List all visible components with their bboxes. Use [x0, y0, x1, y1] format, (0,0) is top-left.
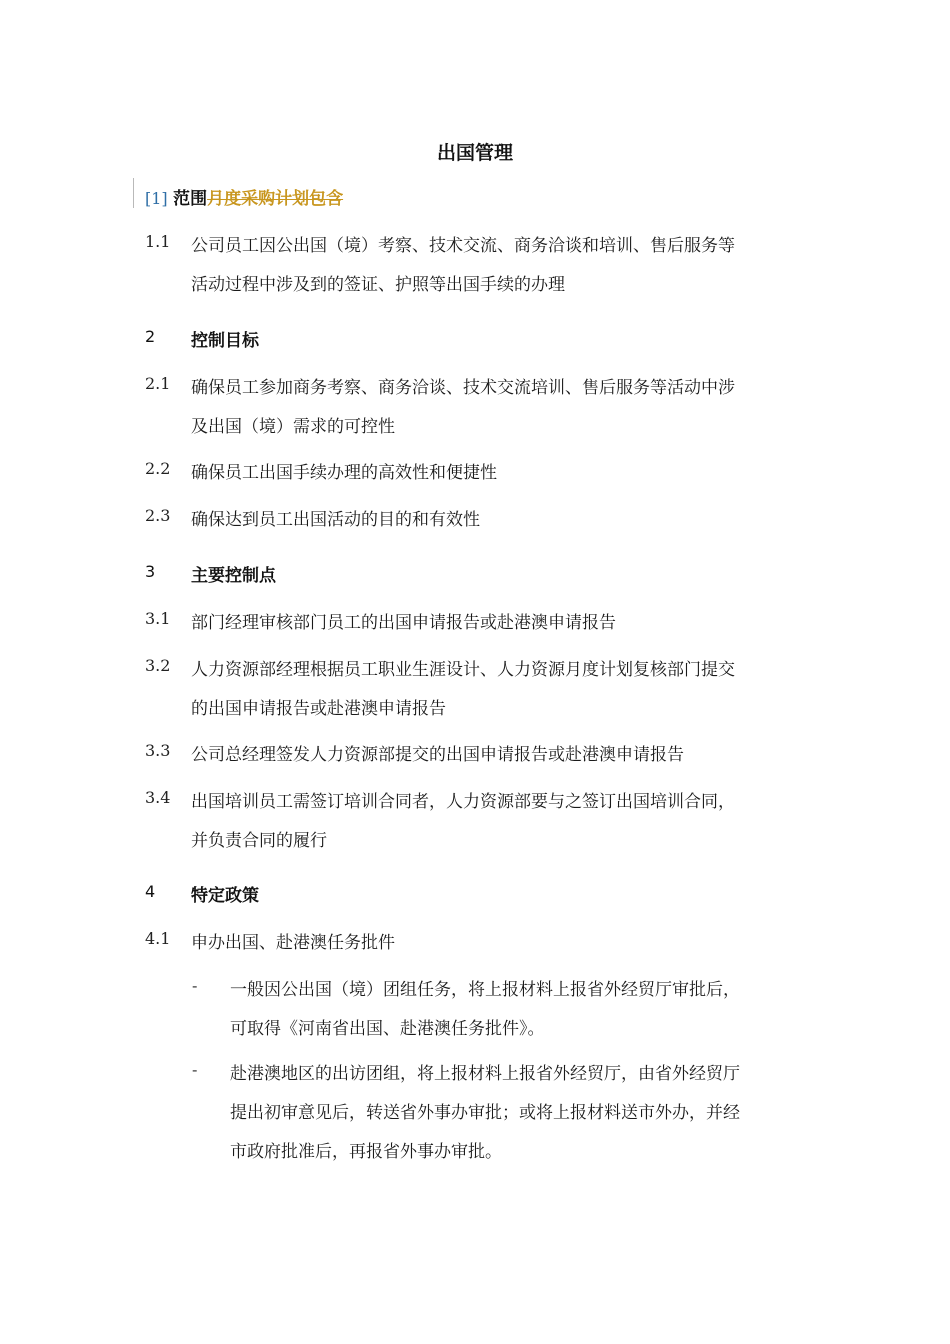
item-text-line: 确保员工参加商务考察、商务洽谈、技术交流培训、售后服务等活动中涉	[191, 378, 735, 398]
section-4-heading: 特定政策	[191, 886, 259, 906]
section-1-heading	[145, 184, 343, 209]
section-3-heading: 主要控制点	[191, 566, 276, 586]
item-number: 2.2	[145, 459, 171, 478]
bullet-text-line: 市政府批准后，再报省外事办审批。	[230, 1142, 502, 1162]
item-number: 3.3	[145, 741, 171, 760]
item-text-line: 部门经理审核部门员工的出国申请报告或赴港澳申请报告	[191, 613, 616, 633]
bullet-text-line: 赴港澳地区的出访团组，将上报材料上报省外经贸厅，由省外经贸厅	[230, 1064, 740, 1084]
bullet-dash: -	[192, 1060, 198, 1079]
bullet-text-line: 一般因公出国（境）团组任务，将上报材料上报省外经贸厅审批后，	[230, 980, 740, 1000]
item-text-line: 确保员工出国手续办理的高效性和便捷性	[191, 463, 497, 483]
section-1-label: 范围	[173, 189, 208, 209]
item-number: 2.3	[145, 506, 171, 525]
item-text-line: 的出国申请报告或赴港澳申请报告	[191, 699, 446, 719]
bullet-text-line: 可取得《河南省出国、赴港澳任务批件》。	[230, 1019, 545, 1039]
section-1-number: [1]	[145, 189, 168, 208]
page-title: 出国管理	[436, 142, 513, 164]
item-text-line: 公司总经理签发人力资源部提交的出国申请报告或赴港澳申请报告	[191, 745, 684, 765]
item-text-line: 活动过程中涉及到的签证、护照等出国手续的办理	[191, 275, 565, 295]
revision-bar	[133, 178, 134, 208]
item-text-line: 公司员工因公出国（境）考察、技术交流、商务洽谈和培训、售后服务等	[191, 236, 735, 256]
item-text-line: 及出国（境）需求的可控性	[191, 417, 395, 437]
item-number: 1.1	[145, 232, 171, 251]
bullet-dash: -	[192, 976, 198, 995]
item-number: 3.4	[145, 788, 171, 807]
item-text-line: 申办出国、赴港澳任务批件	[191, 933, 395, 953]
bullet-text-line: 提出初审意见后，转送省外事办审批；或将上报材料送市外办，并经	[230, 1103, 740, 1123]
item-number: 3.1	[145, 609, 171, 628]
item-number: 2.1	[145, 374, 171, 393]
item-text-line: 人力资源部经理根据员工职业生涯设计、人力资源月度计划复核部门提交	[191, 660, 735, 680]
item-text-line: 并负责合同的履行	[191, 831, 327, 851]
section-3-number: 3	[145, 562, 156, 581]
item-number: 3.2	[145, 656, 171, 675]
item-text-line: 出国培训员工需签订培训合同者，人力资源部要与之签订出国培训合同，	[191, 792, 735, 812]
item-text-line: 确保达到员工出国活动的目的和有效性	[191, 510, 480, 530]
section-1-revision-text: 月度采购计划包含	[207, 189, 344, 209]
item-number: 4.1	[145, 929, 171, 948]
section-2-heading: 控制目标	[191, 331, 259, 351]
section-2-number: 2	[145, 327, 156, 346]
section-4-number: 4	[145, 882, 156, 901]
